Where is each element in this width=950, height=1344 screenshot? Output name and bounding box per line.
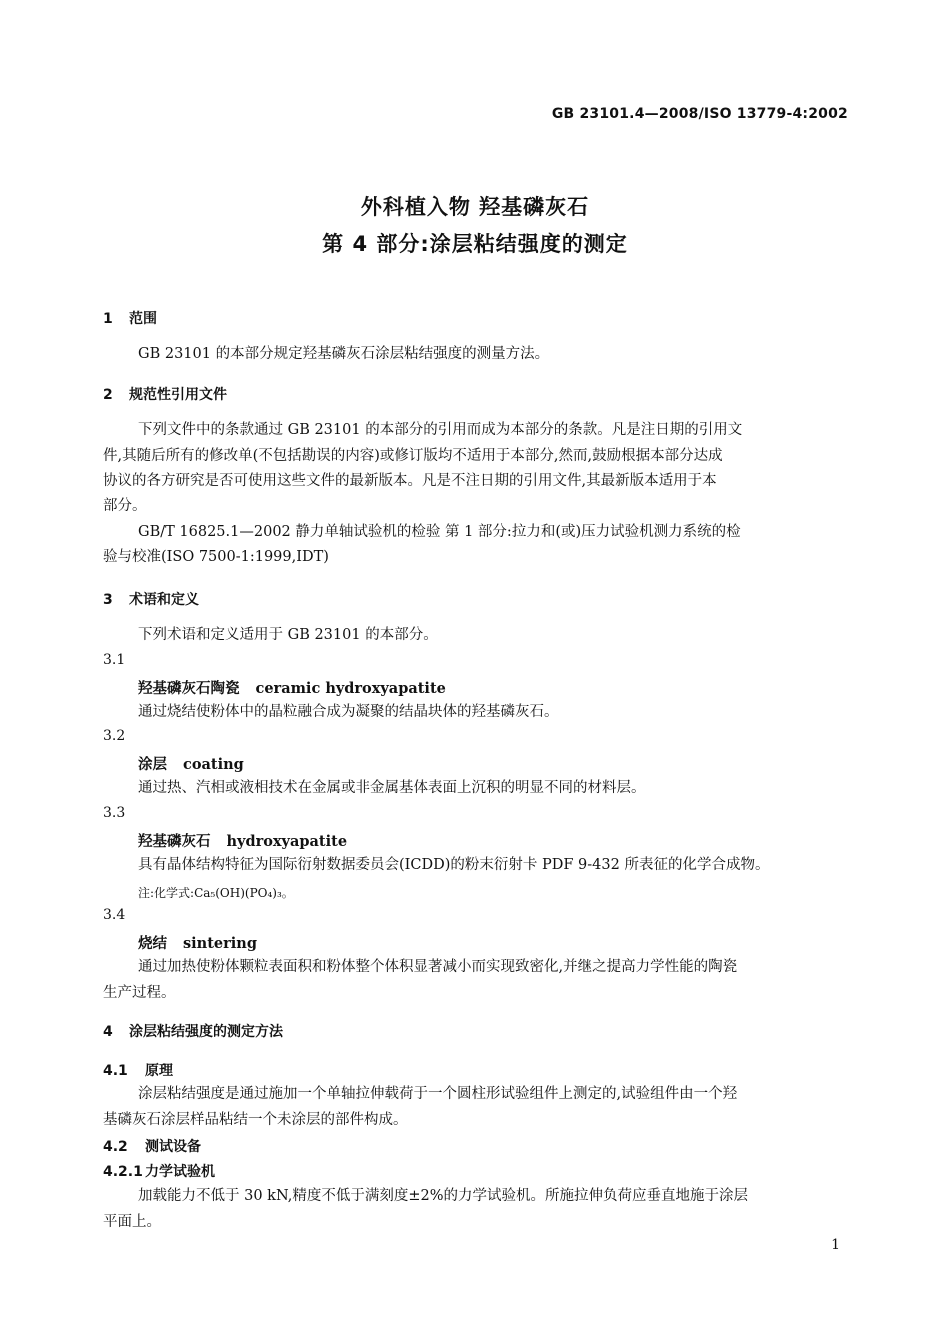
term-definition-line: 通过加热使粉体颗粒表面积和粉体整个体积显著减小而实现致密化,并继之提高力学性能的陶瓷: [138, 959, 738, 975]
term-english: coating: [183, 756, 244, 773]
term-english: hydroxyapatite: [226, 833, 348, 850]
term-note: 注:化学式:Ca₅(OH)(PO₄)₃。: [138, 886, 294, 900]
subsection-4-1-heading: [103, 1060, 173, 1080]
term-english: sintering: [183, 935, 257, 952]
term-chinese: 羟基磷灰石: [138, 834, 211, 850]
section-title: 测试设备: [145, 1139, 201, 1155]
term-english: ceramic hydroxyapatite: [255, 680, 446, 697]
term-chinese: 烧结: [138, 936, 167, 952]
term-number: 3.1: [103, 652, 126, 668]
section-4-heading: [103, 1021, 283, 1041]
term-chinese: 涂层: [138, 757, 167, 773]
subsection-4-2-1-heading: [103, 1161, 215, 1181]
document-title-line2: 第 4 部分:涂层粘结强度的测定: [322, 232, 628, 256]
section-title: 范围: [129, 311, 157, 327]
term-entry: [138, 830, 347, 851]
term-definition: 通过热、汽相或液相技术在金属或非金属基体表面上沉积的明显不同的材料层。: [138, 780, 646, 796]
section-number: 1: [103, 311, 113, 327]
section-title: 原理: [145, 1063, 173, 1079]
paragraph-line: 协议的各方研究是否可使用这些文件的最新版本。凡是不注日期的引用文件,其最新版本适用于本: [103, 473, 717, 489]
standard-code: GB 23101.4—2008/ISO 13779-4:2002: [551, 106, 848, 122]
section-number: 2: [103, 387, 113, 403]
term-number: 3.3: [103, 805, 126, 821]
term-definition: 通过烧结使粉体中的晶粒融合成为凝聚的结晶块体的羟基磷灰石。: [138, 704, 559, 720]
section-1-heading: [103, 308, 157, 328]
subsection-4-2-heading: [103, 1136, 201, 1156]
reference-line: 验与校准(ISO 7500-1:1999,IDT): [103, 549, 329, 565]
term-definition: 具有晶体结构特征为国际衍射数据委员会(ICDD)的粉末衍射卡 PDF 9-432 所表征的化学合成物。: [138, 857, 770, 873]
paragraph-line: 加载能力不低于 30 kN,精度不低于满刻度±2%的力学试验机。所施拉伸负荷应垂直地施于涂层: [138, 1188, 748, 1204]
term-chinese: 羟基磷灰石陶瓷: [138, 681, 240, 697]
section-title: 力学试验机: [145, 1164, 215, 1180]
paragraph: 下列术语和定义适用于 GB 23101 的本部分。: [138, 627, 438, 643]
paragraph-line: 下列文件中的条款通过 GB 23101 的本部分的引用而成为本部分的条款。凡是注日期的引用文: [138, 422, 743, 438]
section-number: 3: [103, 592, 113, 608]
term-definition-line: 生产过程。: [103, 985, 176, 1001]
section-title: 术语和定义: [129, 592, 199, 608]
term-number: 3.2: [103, 728, 126, 744]
section-number: 4.2.1: [103, 1164, 143, 1180]
page-number: 1: [831, 1237, 840, 1253]
paragraph-line: 基磷灰石涂层样品粘结一个未涂层的部件构成。: [103, 1112, 408, 1128]
section-title: 涂层粘结强度的测定方法: [129, 1024, 283, 1040]
section-number: 4.2: [103, 1139, 128, 1155]
term-entry: [138, 677, 446, 698]
term-entry: [138, 753, 244, 774]
section-3-heading: [103, 589, 199, 609]
term-entry: [138, 932, 257, 953]
document-title-line1: 外科植入物 羟基磷灰石: [360, 195, 590, 219]
term-number: 3.4: [103, 907, 126, 923]
paragraph: GB 23101 的本部分规定羟基磷灰石涂层粘结强度的测量方法。: [138, 346, 550, 362]
paragraph-line: 部分。: [103, 498, 147, 514]
paragraph-line: 件,其随后所有的修改单(不包括勘误的内容)或修订版均不适用于本部分,然而,鼓励根据本部分达成: [103, 448, 723, 464]
section-title: 规范性引用文件: [129, 387, 227, 403]
section-number: 4: [103, 1024, 113, 1040]
paragraph-line: 涂层粘结强度是通过施加一个单轴拉伸载荷于一个圆柱形试验组件上测定的,试验组件由一个羟: [138, 1086, 738, 1102]
section-2-heading: [103, 384, 227, 404]
paragraph-line: 平面上。: [103, 1214, 161, 1230]
reference-line: GB/T 16825.1—2002 静力单轴试验机的检验 第 1 部分:拉力和(或)压力试验机测力系统的检: [138, 524, 741, 540]
section-number: 4.1: [103, 1063, 128, 1079]
